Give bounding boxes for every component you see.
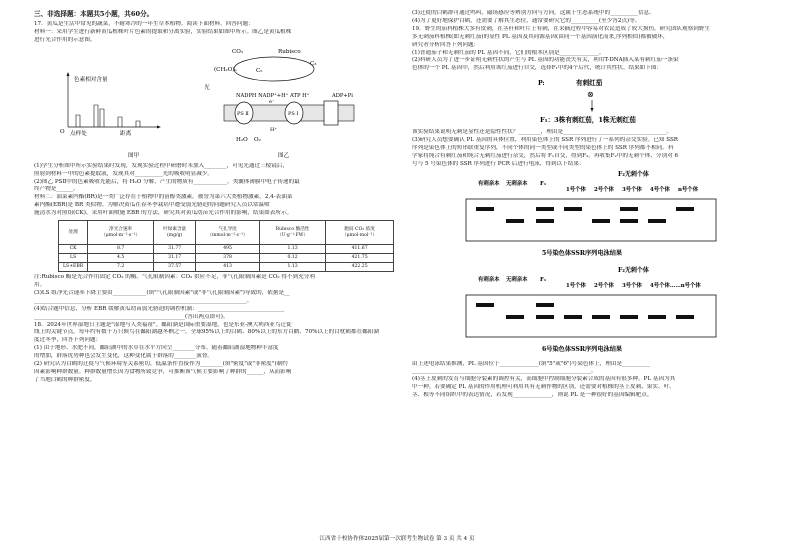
q17-line: 进行光合作用的示意图。 <box>34 36 96 43</box>
q18-line: (2) 研究认为白鹤的迁徙与气候环境等关系密切，低温条件直接作为________(填"密度"或"非密度")制约 <box>34 361 288 368</box>
q18-line: 了当地白鹤的种群密度。 <box>34 376 96 383</box>
cross-diagram <box>412 73 772 125</box>
cross-f1: F₁：3株有刺红茄，1株无刺红茄 <box>540 116 636 125</box>
gel6-lane-label: 无刺亲本 <box>506 276 528 283</box>
gel6-lane-label: F₁ <box>540 276 547 283</box>
q19-line: 色体的一个 PL 基因中，然后利用该红茄进行自交，选择F₁中的4个后代，统计其性状。结果如下图： <box>412 65 663 72</box>
yi-psii: PS Ⅱ <box>237 110 249 117</box>
q19-line: 19．野生的茄科植株大多有皮刺，在茎秆和叶片上有刺，在采摘过程中容易对农民造成了较大损伤，研究团队观察到野生 <box>412 25 710 32</box>
gel6-lane-label: 3号个体 <box>622 282 642 289</box>
table-cell: 31.17 <box>154 254 196 263</box>
q19-line: 研究者分析回答下列问题： <box>412 41 480 48</box>
table-cell: 422.25 <box>326 263 394 272</box>
gel-chr6 <box>412 265 772 357</box>
jia-xlabel: 距离 <box>120 130 132 137</box>
jia-ylabel: 色素相对含量 <box>74 76 108 83</box>
page-footer: 江西省十校协作体2025届第一次联考生物试卷 第 3 页 共 4 页 <box>319 536 475 542</box>
q17-tail: (4)结合题中信息，分析 EBR 缓解黄瓜幼苗弱光胁迫的调控机制：_______________________________ <box>34 305 285 312</box>
table-row <box>59 254 394 263</box>
q19-tail: 茎、根等不同组织中的表达情况，若发现______________，则说 PL 是一种很好的基因编辑靶点。 <box>412 392 653 399</box>
q18-line: 的增加，群落优势种也会发生变化，这种变化属于群落的________演替。 <box>34 353 214 360</box>
table-row <box>59 263 394 272</box>
gel5-caption: 5号染色体SSR序列电泳结果 <box>542 249 623 257</box>
yi-ch2o: (CH₂O)ₙ <box>214 66 237 73</box>
table-cell: 1.13 <box>259 263 325 272</box>
gel5-lane-label: 1号个体 <box>566 186 586 193</box>
q17-tail: ____________________________________________________________________________。 <box>34 297 253 304</box>
gel6-lane-label: 有刺亲本 <box>478 276 500 283</box>
yi-h2o: H₂O <box>236 136 248 143</box>
q18-line: (1) 由于地形、水肥不同，鄱阳湖中的水草在水平方向呈________分布。随着鄱阳湖湿地物种丰富度 <box>34 345 279 352</box>
table-cell: 4.5 <box>88 254 154 263</box>
table-cell: 8.7 <box>88 245 154 254</box>
q17-body: 照射到材料一中的色素提取液，发现其对__________光的吸收明显减少。 <box>34 170 214 177</box>
table-header: Rubisco 酶活性（U·g⁻¹·FW） <box>259 221 325 245</box>
cross-p: P: <box>538 80 545 88</box>
figure-jia <box>58 45 168 163</box>
yi-caption: 图乙 <box>278 152 290 159</box>
table-cell: LS <box>59 254 88 263</box>
table-cell: 37.57 <box>154 263 196 272</box>
yi-e: e⁻ <box>269 98 275 105</box>
yi-rubisco: Rubisco <box>278 48 301 55</box>
gel6-lane-label: 1号个体 <box>566 282 586 289</box>
data-table <box>58 220 394 272</box>
yi-o2: O₂ <box>254 136 261 143</box>
yi-co2: CO₂ <box>232 48 244 55</box>
table-header: 气孔导度（mmol·m⁻²·s⁻¹） <box>196 221 260 245</box>
q17-tail: (3)LS 组净光合速率下降主要由____________(填"气孔限制因素"或"非气孔限制因素")导致的，依据是__ <box>34 289 290 296</box>
q17-body: 施清水为对照组(CK)，采用叶面喷施 EBR 的方法，研究其对黄瓜幼苗光合作用的影响，结果如表所示。 <box>34 210 293 217</box>
q19-mid: 序列是染色体上的短串联重复序列，不同个体的同一类型或不同类型的染色体上的 SSR 序列都不相同。科 <box>412 144 674 151</box>
q19-mid: 该实验结果说明无刺是显性还是隐性性状？________，理由是_____________________________________。 <box>412 129 673 136</box>
cross-parent: 有刺红茄 <box>576 79 603 88</box>
gel6-lane-label: 4号个体……n号个体 <box>650 282 701 289</box>
right-column <box>412 10 772 400</box>
figure-row <box>34 45 394 163</box>
table-header: 处理 <box>59 221 88 245</box>
gel5-lane-label: 2号个体 <box>594 186 614 193</box>
gel6-caption: 6号染色体SSR序列电泳结果 <box>542 345 623 353</box>
table-cell: 495 <box>196 245 260 254</box>
left-column <box>34 10 394 385</box>
section-title: 三、非选择题：本题共5小题，共60分。 <box>34 10 154 18</box>
gel5-lane-label: 3号个体 <box>622 186 642 193</box>
yi-c5: C₅ <box>256 67 263 74</box>
q19-line: 多无刺茄科植株(如无刺红茄)的显性 PL 基因及其同源基因(由同一个基因演化而来,序列相似)都被破坏， <box>412 33 669 40</box>
gel-chr5 <box>412 169 772 261</box>
q19-mid: 学家将纯合有刺红茄和纯合无刺红茄进行杂交，然后将 F₁自交，得到F₂。再收集F₂中的无刺个体，分别对 6 <box>412 152 679 159</box>
figure-yi <box>174 45 374 163</box>
yi-hplus: H⁺ <box>270 126 277 133</box>
gel5-lane-label: F₁ <box>540 180 547 187</box>
q17-body: 终产物是______。 <box>34 186 79 193</box>
table-cell: 7.2 <box>88 263 154 272</box>
q19-tail: ________________________________________________________________。 <box>412 368 597 375</box>
jia-origin: O <box>60 128 65 135</box>
table-cell: 31.77 <box>154 245 196 254</box>
yi-adp: ADP+Pi <box>332 92 353 99</box>
q18-cont: (3)迁徙的白鹤群可通过鸣叫、磁场感应等辨别方向与方向，这属于生态系统中的__________信息。 <box>412 10 655 16</box>
q18-line: 度过冬季，回答下列问题： <box>34 337 102 344</box>
table-header: 胞间 CO₂ 浓度（μmol·mol⁻¹） <box>326 221 394 245</box>
table-cell: CK <box>59 245 88 254</box>
table-cell: 0.12 <box>259 254 325 263</box>
q19-tail: (4)茎上皮刺的发育与细胞分裂素的调控有关，而细胞中控制细胞分裂素合成的基因有很多种。PL 基因为其 <box>412 376 676 383</box>
q17-line: 17．黄瓜是生活中常见的蔬菜，不耐寒冷的一年生草本植物。阅读下面材料，回答问题： <box>34 21 254 27</box>
q17-body: 材料二：油菜素内酯(BR)是一类广泛存在于植物中的甾醇类激素。被誉为第六大类植物激素。2,4-表油菜 <box>34 194 293 201</box>
q19-mid: 号与 5 号染色体的 SSR 序列进行 PCR 后进行电泳，得到以下结果： <box>412 160 585 167</box>
gel6-group-title: F₂无刺个体 <box>618 266 649 274</box>
table-cell: 411.67 <box>326 245 394 254</box>
q18-line: 因素影响种群数量。种群数量增长因为食物所致竞争，可推断该气候主要影响了种群的______，从而影响 <box>34 368 292 375</box>
jia-start: 点样处 <box>70 130 87 137</box>
table-cell: LS+EBR <box>59 263 88 272</box>
gel6-lane-label: 2号个体 <box>594 282 614 289</box>
q19-tail: 由上述电泳结果推测，PL 基因位于______________(填"5"或"6")号染色体上，理由是__________ <box>412 360 651 367</box>
gel5-lane-label: 4号个体 <box>650 186 670 193</box>
table-cell: 1.13 <box>259 245 325 254</box>
q17-body: 素内酯(EBR)是 BR 类似物。为解决黄瓜在春冬季栽培中遭受弱光胁迫的问题研究人员以常温喷 <box>34 202 270 209</box>
table-cell: 378 <box>196 254 260 263</box>
q17-tail: ______________________________________________________(答出两点即可)。 <box>34 313 229 320</box>
q18-line: 线上的关键节点，每年约有数十万只候鸟在鄱阳湖越冬栖之一，全球95%以上的白鹤、80%以上的东方白鹳、70%以上的白枕鹤都在鄱阳湖 <box>34 329 379 336</box>
q19-tail: 中一种。若要确定 PL 基因的作用机理可利用其有无刺作物的区别，还需要对植株的茎上皮刺、果实、叶、 <box>412 384 675 391</box>
q17-body: (1)学生分析图甲所示实验结果时发现，发现实验过程中研磨时未加入________，可见光通过三棱镜后， <box>34 162 289 169</box>
q17-line: 材料一：采用学生进行新鲜黄瓜植株叶片色素的提取和分离实验，实验结果如图甲所示。图乙是黄瓜植株 <box>34 28 292 35</box>
yi-nadph: NADPH NADP⁺+H⁺ ATP H⁺ <box>236 92 310 99</box>
yi-guang: 光 <box>204 84 210 91</box>
table-cell: 421.75 <box>326 254 394 263</box>
gel5-lane-label: n号个体 <box>678 186 699 193</box>
q18-cont: (4)为了更好地保护白鹤，还需要了解其生态位，通常要研究它的__________(至少答2点)等。 <box>412 17 641 24</box>
jia-caption: 图甲 <box>128 152 140 159</box>
gel5-lane-label: 有刺亲本 <box>478 180 500 187</box>
yi-psi: PS Ⅰ <box>288 110 299 117</box>
table-row <box>59 245 394 254</box>
table-cell: 413 <box>196 263 260 272</box>
q17-tail: 用。 <box>34 281 46 288</box>
gel5-lane-label: 无刺亲本 <box>506 180 528 187</box>
q19-line: (2)科研人员为了进一步证明无刺性状的产生与 PL 基因的功能丧失有关，利用T-DNA插入某有刺红茄一条染 <box>412 57 679 64</box>
table-header: 叶绿素含量(mg/g) <box>154 221 196 245</box>
q17-body: (2)图乙 PSⅡ中的色素吸收光能后，将 H₂O 分解，产生的物质有____________。类囊体薄膜中电子传递的最 <box>34 178 300 185</box>
q19-line: (1)普通茄子和无刺红茄的 PL 基因不同，它们的根本区别是______________。 <box>412 49 605 56</box>
table-header: 净光合速率（μmol·m⁻²·s⁻¹） <box>88 221 154 245</box>
q17-tail: 注:Rubisco 酶是光合作用固定 CO₂ 的酶。气孔限制因素：CO₂ 供应不足，非气孔限制因素是 CO₂ 得不到充分利 <box>34 274 315 281</box>
yi-c3: C₃ <box>310 60 317 67</box>
q18-line: 18．2024年世界湿地日主题是"湿地与人类福祉"。鄱阳湖是国际重要湿地，也是东亚-澳大利西亚鸟迁徙 <box>34 321 292 328</box>
q19-mid: (3)研究人员想要确认 PL 基因的具体位置，利用染色体上的 SSR 序列进行了一系列的杂交实验。已知 SSR <box>412 137 679 144</box>
gel5-group-title: F₂无刺个体 <box>618 170 649 178</box>
cross-symbol: ⊗ <box>587 90 594 100</box>
